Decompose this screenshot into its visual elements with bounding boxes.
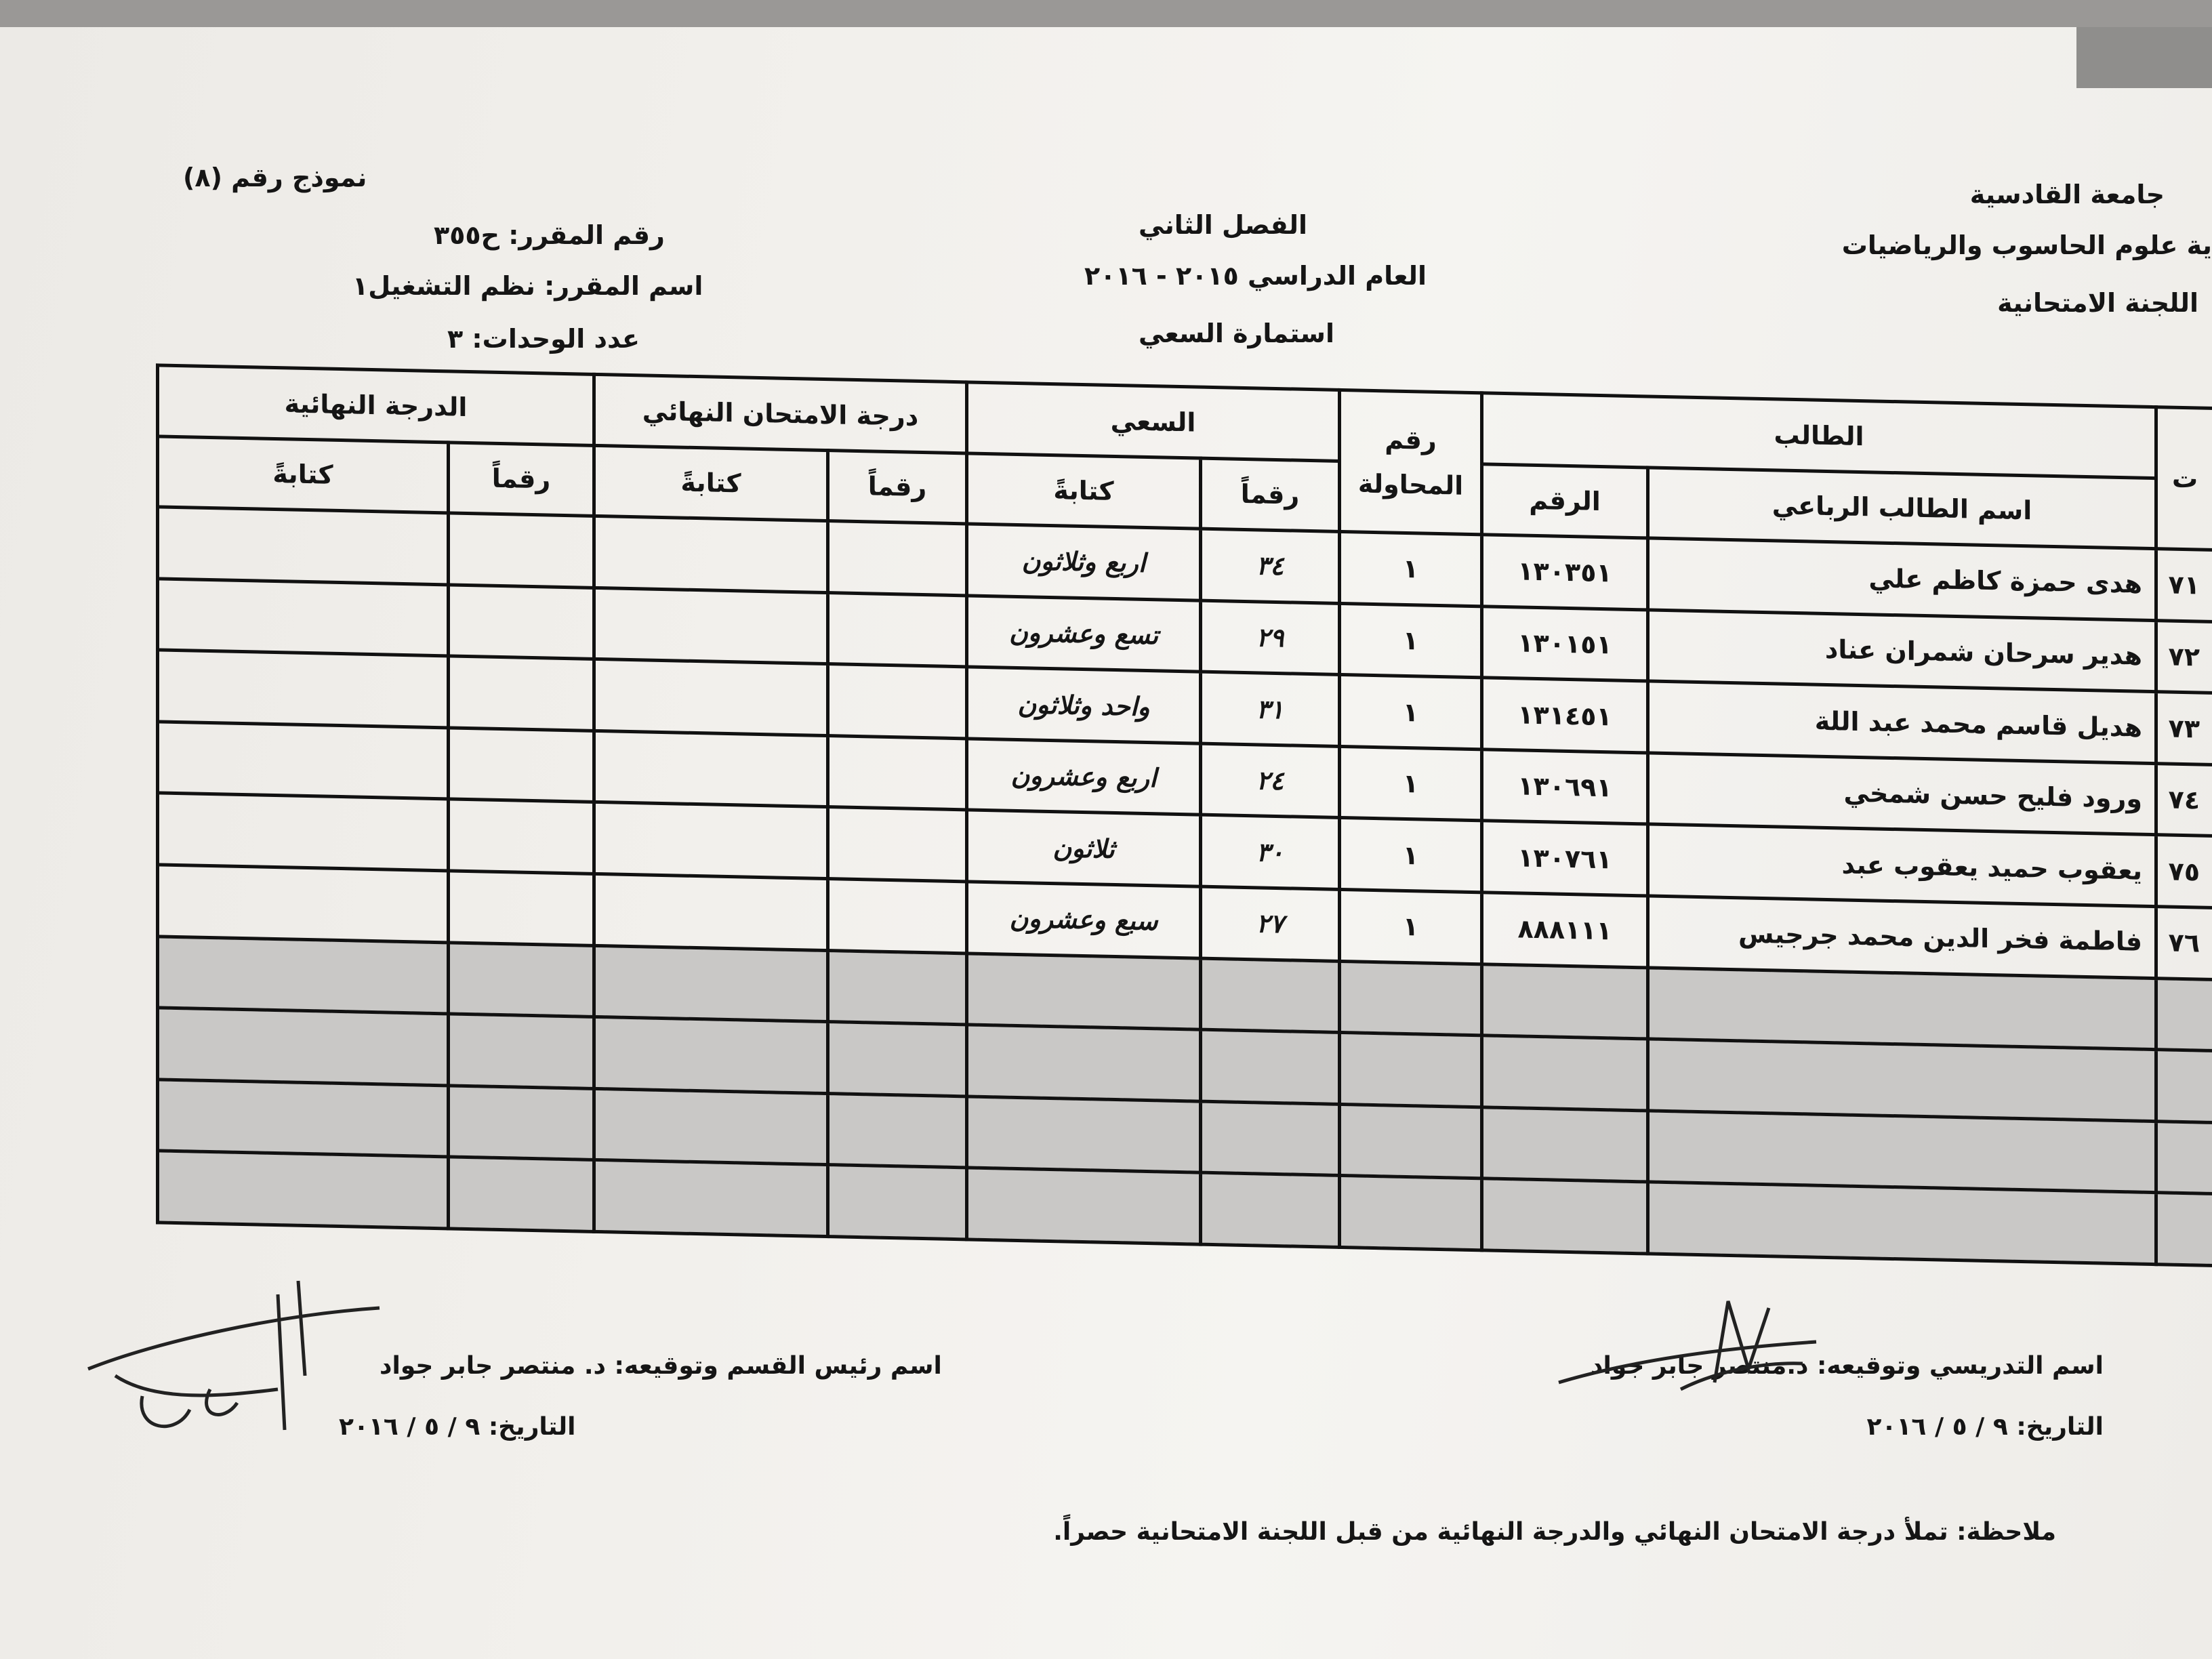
- effort-digits-handwritten: ٢٤: [1201, 743, 1340, 818]
- teacher-name-signature: اسم التدريسي وتوقيعه: د.منتصر جابر جواد: [1591, 1352, 2104, 1380]
- exam-form-sheet: [0, 27, 2212, 1659]
- student-name: هدى حمزة كاظم علي: [1648, 538, 2156, 620]
- header-attempt: رقم المحاولة: [1340, 390, 1482, 534]
- exam-digits-cell: [828, 664, 967, 739]
- final-words-cell: [158, 650, 449, 728]
- course-name: اسم المقرر: نظم التشغيل١: [352, 271, 703, 301]
- committee-name: اللجنة الامتحانية: [1997, 288, 2198, 318]
- head-name-signature: اسم رئيس القسم وتوقيعه: د. منتصر جابر جواد: [380, 1352, 942, 1380]
- row-seq: ٧١: [2156, 549, 2212, 621]
- university-name: جامعة القادسية: [1969, 180, 2165, 209]
- effort-digits-handwritten: ٢٧: [1201, 886, 1340, 961]
- final-digits-cell: [449, 656, 594, 731]
- final-digits-cell: [449, 728, 594, 802]
- student-number: ١٣٠٣٥١: [1482, 535, 1648, 610]
- semester-label: الفصل الثاني: [1139, 210, 1308, 240]
- effort-digits-handwritten: ٣٠: [1201, 815, 1340, 890]
- student-number: ١٣١٤٥١: [1482, 678, 1648, 753]
- final-words-cell: [158, 793, 449, 871]
- attempt-number: ١: [1340, 675, 1482, 750]
- attempt-number: ١: [1340, 532, 1482, 607]
- student-number: ١٣٠٦٩١: [1482, 750, 1648, 825]
- credit-units: عدد الوحدات: ٣: [447, 324, 640, 354]
- final-words-cell: [158, 507, 449, 585]
- exam-words-cell: [594, 588, 828, 664]
- header-full-name: اسم الطالب الرباعي: [1648, 468, 2156, 549]
- exam-words-cell: [594, 874, 828, 950]
- page-corner-shadow: [2076, 27, 2212, 88]
- effort-words-handwritten: سبع وعشرون: [967, 882, 1201, 958]
- student-name: ورود فليح حسن شمخي: [1648, 753, 2156, 835]
- final-words-cell: [158, 865, 449, 943]
- final-digits-cell: [449, 513, 594, 588]
- effort-digits-handwritten: ٢٩: [1201, 600, 1340, 675]
- student-name: هدير سرحان شمران عناد: [1648, 610, 2156, 692]
- exam-words-cell: [594, 516, 828, 592]
- final-words-cell: [158, 722, 449, 800]
- final-words-cell: [158, 579, 449, 657]
- student-number: ١٣٠١٥١: [1482, 606, 1648, 681]
- effort-words-handwritten: اربع وثلاثون: [967, 524, 1201, 600]
- final-digits-cell: [449, 871, 594, 945]
- grades-table: [156, 363, 2212, 1267]
- header-seq: ت: [2156, 407, 2212, 550]
- exam-digits-cell: [828, 521, 967, 596]
- header-effort: السعي: [967, 382, 1340, 461]
- row-seq: ٧٦: [2156, 907, 2212, 979]
- student-name: فاطمة فخر الدين محمد جرجيس: [1648, 896, 2156, 978]
- student-name: هديل قاسم محمد عبد اللة: [1648, 681, 2156, 763]
- head-date: التاريخ: ٩ / ٥ / ٢٠١٦: [339, 1413, 576, 1441]
- attempt-number: ١: [1340, 889, 1482, 964]
- teacher-signature: [1545, 1288, 1830, 1403]
- row-seq: ٧٤: [2156, 763, 2212, 836]
- teacher-date: التاريخ: ٩ / ٥ / ٢٠١٦: [1866, 1413, 2104, 1441]
- effort-words-handwritten: ثلاثون: [967, 810, 1201, 886]
- effort-words-handwritten: تسع وعشرون: [967, 596, 1201, 672]
- header-final-words: كتابةً: [158, 436, 449, 513]
- exam-digits-cell: [828, 735, 967, 810]
- header-effort-digits: رقماً: [1201, 458, 1340, 532]
- college-name: ية علوم الحاسوب والرياضيات: [1841, 230, 2212, 260]
- header-final-grade: الدرجة النهائية: [158, 365, 594, 445]
- academic-year: العام الدراسي ٢٠١٥ - ٢٠١٦: [1084, 261, 1427, 291]
- effort-digits-handwritten: ٣٤: [1201, 529, 1340, 603]
- attempt-number: ١: [1340, 818, 1482, 893]
- row-seq: ٧٢: [2156, 620, 2212, 693]
- header-number: الرقم: [1482, 464, 1648, 538]
- header-effort-words: كتابةً: [967, 453, 1201, 529]
- student-number: ١٣٠٧٦١: [1482, 821, 1648, 896]
- final-digits-cell: [449, 585, 594, 659]
- row-seq: ٧٥: [2156, 835, 2212, 907]
- course-number: رقم المقرر: ح٣٥٥: [434, 220, 665, 250]
- model-number: نموذج رقم (٨): [183, 163, 367, 192]
- header-exam-words: كتابةً: [594, 445, 828, 521]
- form-title: استمارة السعي: [1139, 319, 1335, 348]
- attempt-number: ١: [1340, 603, 1482, 678]
- exam-words-cell: [594, 659, 828, 736]
- header-final-exam: درجة الامتحان النهائي: [594, 374, 967, 453]
- exam-digits-cell: [828, 807, 967, 882]
- header-student: الطالب: [1482, 393, 2156, 478]
- exam-words-cell: [594, 731, 828, 807]
- effort-digits-handwritten: ٣١: [1201, 672, 1340, 746]
- student-name: يعقوب حميد يعقوب عبد: [1648, 824, 2156, 906]
- header-exam-digits: رقماً: [828, 450, 967, 524]
- exam-digits-cell: [828, 592, 967, 667]
- final-digits-cell: [449, 799, 594, 874]
- attempt-number: ١: [1340, 746, 1482, 821]
- exam-words-cell: [594, 802, 828, 879]
- effort-words-handwritten: اربع وعشرون: [967, 739, 1201, 815]
- row-seq: ٧٣: [2156, 692, 2212, 764]
- head-signature: [75, 1267, 400, 1457]
- exam-digits-cell: [828, 879, 967, 954]
- footer-note: ملاحظة: تملأ درجة الامتحان النهائي والدرجة النهائية من قبل اللجنة الامتحانية حصراً.: [1053, 1518, 2056, 1546]
- student-number: ٨٨٨١١١: [1482, 893, 1648, 968]
- header-final-digits: رقماً: [449, 442, 594, 516]
- effort-words-handwritten: واحد وثلاثون: [967, 667, 1201, 743]
